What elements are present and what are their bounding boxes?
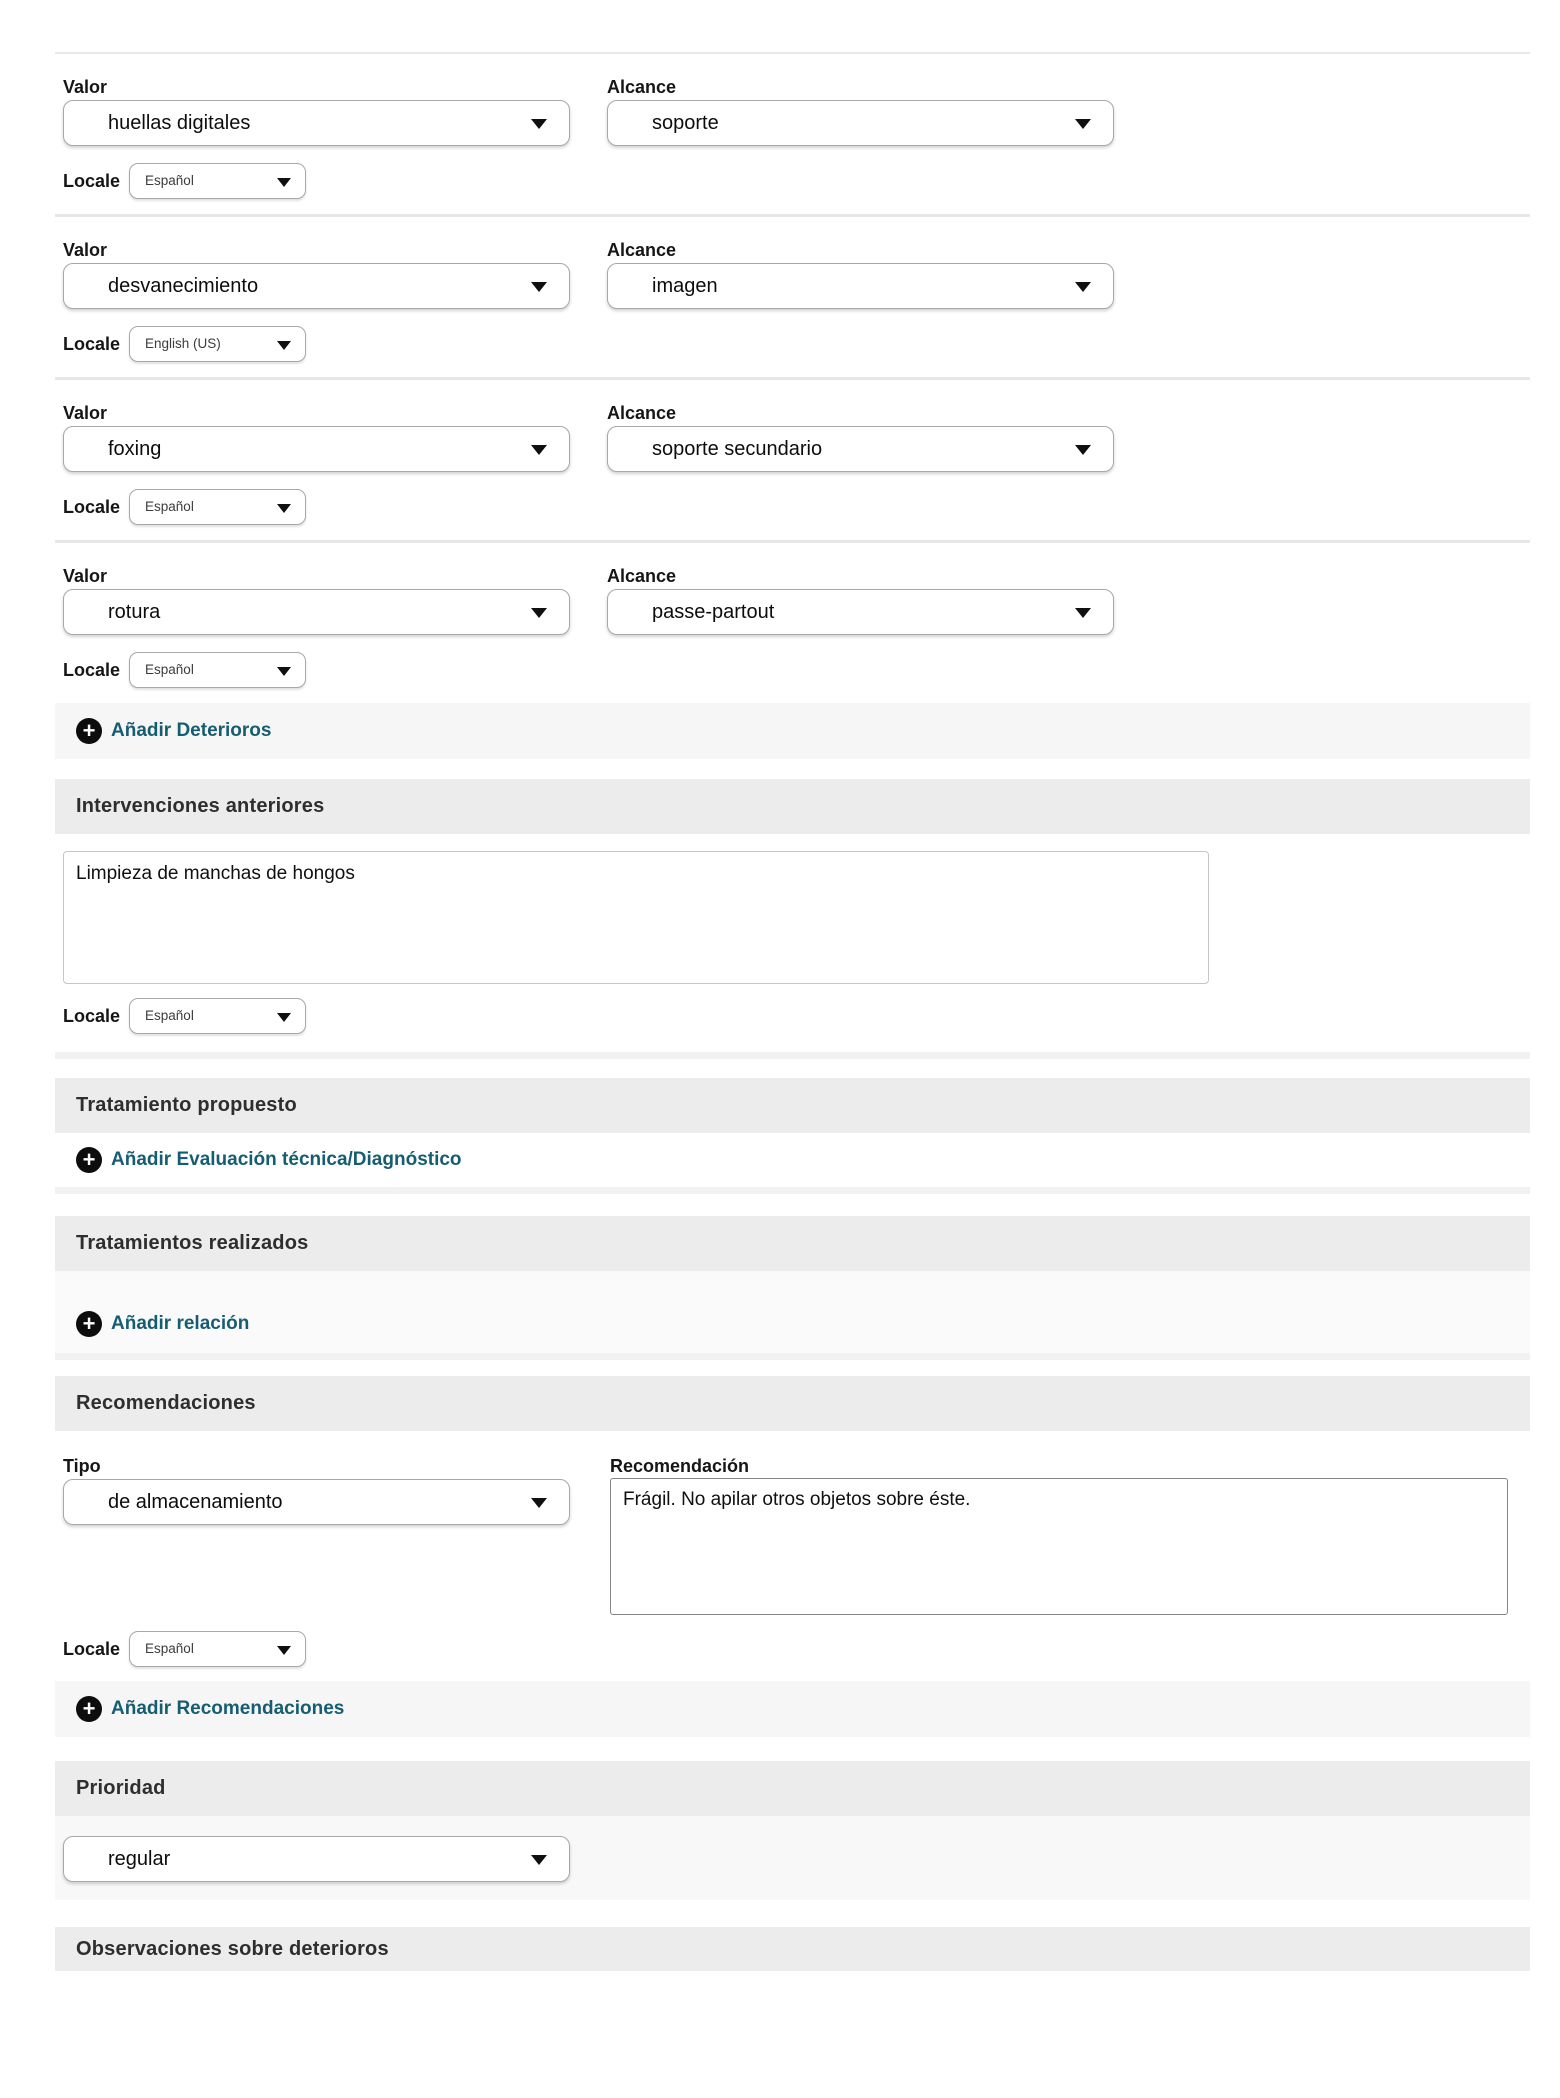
chevron-down-icon — [531, 1498, 547, 1508]
section-title: Tratamientos realizados — [76, 1232, 309, 1254]
locale-label: Locale — [63, 170, 121, 191]
locale-label: Locale — [63, 333, 121, 354]
alcance-label: Alcance — [607, 566, 677, 586]
prioridad-select[interactable] — [63, 1836, 570, 1882]
locale-label: Locale — [63, 1638, 121, 1659]
add-evaluacion-row — [55, 1133, 1530, 1187]
alcance-label: Alcance — [607, 77, 677, 97]
valor-label: Valor — [63, 240, 108, 260]
chevron-down-icon — [531, 119, 547, 129]
locale-select[interactable] — [129, 489, 306, 525]
recomendacion-label: Recomendación — [610, 1456, 750, 1476]
chevron-down-icon — [277, 1013, 291, 1022]
bundle-bottom-strip — [55, 1353, 1530, 1360]
locale-select[interactable] — [129, 652, 306, 688]
valor-label: Valor — [63, 77, 108, 97]
valor-select[interactable] — [63, 100, 570, 146]
deterioro-row — [55, 543, 1530, 703]
recomendacion-textarea[interactable]: Frágil. No apilar otros objetos sobre éste. — [610, 1478, 1508, 1615]
alcance-select[interactable] — [607, 426, 1114, 472]
intervenciones-content — [55, 851, 1530, 1052]
tipo-select[interactable] — [63, 1479, 570, 1525]
observaciones-header — [55, 1927, 1530, 1971]
chevron-down-icon — [531, 1855, 547, 1865]
tratamientos-realizados-header — [55, 1216, 1530, 1271]
valor-select[interactable] — [63, 263, 570, 309]
plus-icon: + — [76, 1311, 102, 1337]
recomendaciones-locale — [55, 1631, 1530, 1681]
valor-select-value: huellas digitales — [108, 112, 251, 134]
locale-select-value: Español — [145, 1008, 194, 1023]
chevron-down-icon — [277, 341, 291, 350]
intervenciones-textarea[interactable]: Limpieza de manchas de hongos — [63, 851, 1209, 984]
chevron-down-icon — [1075, 445, 1091, 455]
tipo-select-value: de almacenamiento — [108, 1491, 283, 1513]
valor-label: Valor — [63, 403, 108, 423]
chevron-down-icon — [531, 282, 547, 292]
bundle-bottom-strip — [55, 1052, 1530, 1059]
locale-select[interactable] — [129, 163, 306, 199]
alcance-select-value: soporte — [652, 112, 719, 134]
chevron-down-icon — [277, 1646, 291, 1655]
add-deterioros-row — [55, 703, 1530, 759]
chevron-down-icon — [277, 178, 291, 187]
locale-select[interactable] — [129, 998, 306, 1034]
add-relacion-link[interactable]: Añadir relación — [111, 1313, 250, 1334]
deterioro-row — [55, 217, 1530, 377]
alcance-select-value: soporte secundario — [652, 438, 823, 460]
alcance-label: Alcance — [607, 403, 677, 423]
recomendaciones-content — [55, 1431, 1530, 1615]
prioridad-content — [55, 1816, 1530, 1900]
valor-select-value: rotura — [108, 601, 161, 623]
deterioro-row — [55, 380, 1530, 540]
locale-label: Locale — [63, 1005, 121, 1026]
section-title: Observaciones sobre deterioros — [76, 1937, 389, 1960]
chevron-down-icon — [1075, 119, 1091, 129]
locale-select[interactable] — [129, 1631, 306, 1667]
locale-select-value: Español — [145, 1641, 194, 1656]
locale-select[interactable] — [129, 326, 306, 362]
valor-select-value: desvanecimiento — [108, 275, 259, 297]
plus-icon: + — [76, 718, 102, 744]
locale-label: Locale — [63, 659, 121, 680]
plus-icon: + — [76, 1147, 102, 1173]
bundle-bottom-strip — [55, 1187, 1530, 1194]
prioridad-header — [55, 1761, 1530, 1816]
chevron-down-icon — [1075, 608, 1091, 618]
alcance-select[interactable] — [607, 589, 1114, 635]
chevron-down-icon — [1075, 282, 1091, 292]
deterioro-row — [55, 54, 1530, 214]
locale-select-value: Español — [145, 499, 194, 514]
add-recomendaciones-row — [55, 1681, 1530, 1737]
locale-label: Locale — [63, 496, 121, 517]
plus-icon: + — [76, 1696, 102, 1722]
locale-select-value: Español — [145, 173, 194, 188]
alcance-select[interactable] — [607, 263, 1114, 309]
alcance-label: Alcance — [607, 240, 677, 260]
valor-select-value: foxing — [108, 438, 162, 460]
section-title: Prioridad — [76, 1777, 166, 1799]
section-title: Intervenciones anteriores — [76, 795, 325, 817]
tratamiento-propuesto-header — [55, 1078, 1530, 1133]
intervenciones-header — [55, 779, 1530, 834]
alcance-select-value: passe-partout — [652, 601, 775, 623]
add-deterioros-link[interactable]: Añadir Deterioros — [111, 720, 272, 741]
prioridad-select-value: regular — [108, 1848, 171, 1870]
add-recomendaciones-link[interactable]: Añadir Recomendaciones — [111, 1698, 345, 1719]
valor-label: Valor — [63, 566, 108, 586]
locale-select-value: Español — [145, 662, 194, 677]
chevron-down-icon — [277, 504, 291, 513]
valor-select[interactable] — [63, 589, 570, 635]
chevron-down-icon — [531, 445, 547, 455]
section-title: Tratamiento propuesto — [76, 1094, 297, 1116]
add-relacion-row — [55, 1271, 1530, 1353]
conservation-form — [55, 52, 1530, 1971]
valor-select[interactable] — [63, 426, 570, 472]
recomendaciones-header — [55, 1376, 1530, 1431]
alcance-select[interactable] — [607, 100, 1114, 146]
add-evaluacion-link[interactable]: Añadir Evaluación técnica/Diagnóstico — [111, 1149, 462, 1170]
alcance-select-value: imagen — [652, 275, 718, 297]
tipo-label: Tipo — [63, 1456, 101, 1476]
locale-select-value: English (US) — [145, 336, 221, 351]
section-title: Recomendaciones — [76, 1392, 256, 1414]
chevron-down-icon — [531, 608, 547, 618]
chevron-down-icon — [277, 667, 291, 676]
